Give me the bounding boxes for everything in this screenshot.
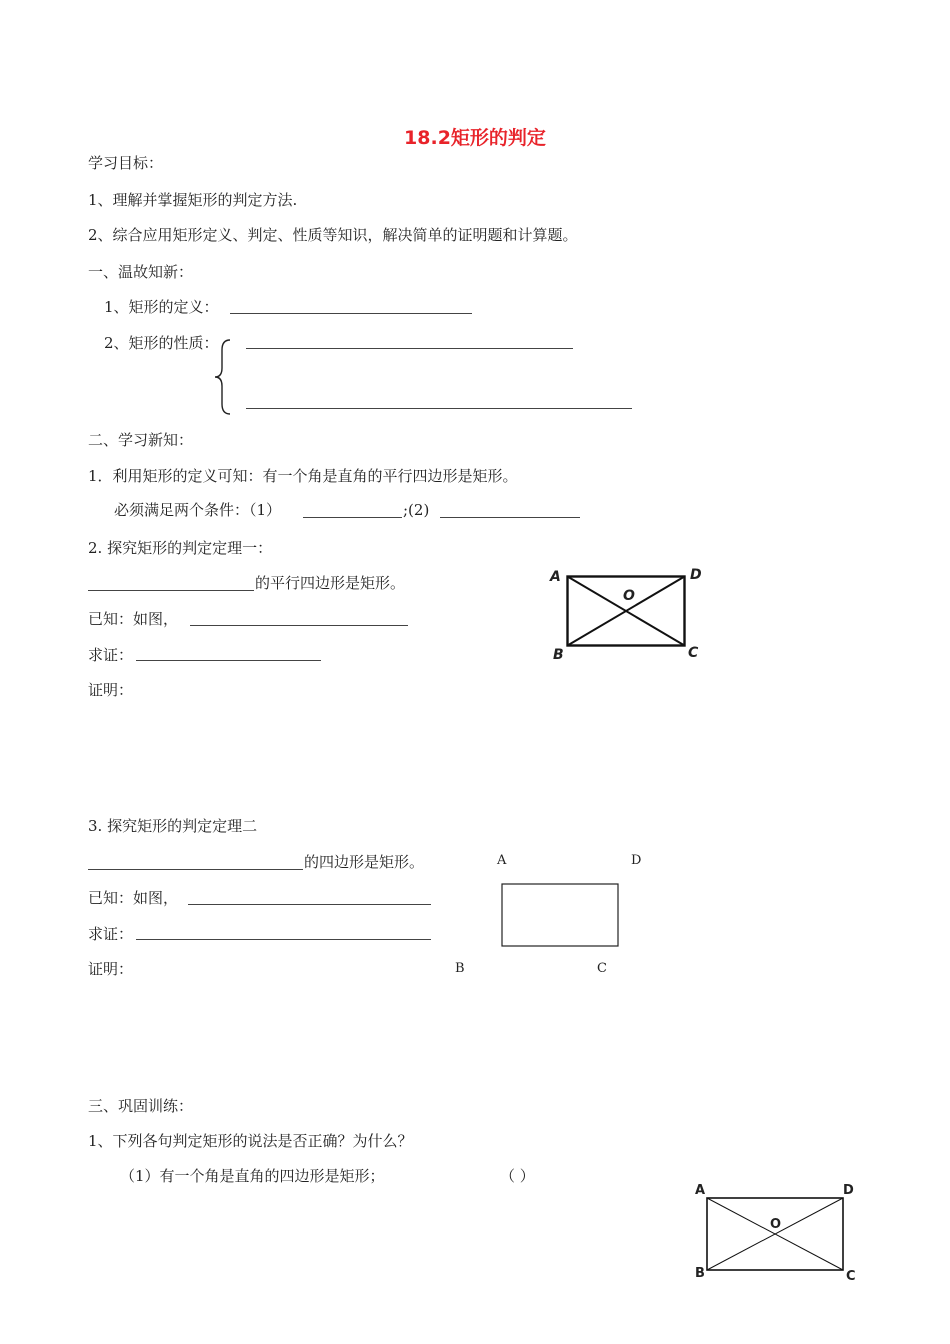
practice-item-1: （1）有一个角是直角的四边形是矩形； — [120, 1167, 385, 1185]
theorem1-prove-blank[interactable] — [136, 660, 321, 661]
objectives-heading: 学习目标： — [88, 154, 164, 172]
answer-bracket[interactable]: （ ） — [500, 1167, 535, 1185]
figure1-label-a: A — [550, 569, 561, 585]
figure2-label-d: D — [631, 853, 642, 868]
learn-heading: 二、学习新知： — [88, 431, 194, 449]
condition-blank-1[interactable] — [303, 517, 402, 518]
theorem2-prove-label: 求证： — [88, 925, 134, 943]
figure1-label-d: D — [690, 567, 702, 583]
figure2-rectangle — [501, 883, 619, 947]
practice-question: 1、下列各句判定矩形的说法是否正确？为什么？ — [88, 1132, 413, 1150]
theorem2-known-blank[interactable] — [188, 904, 431, 905]
figure3-label-b: B — [695, 1266, 705, 1281]
theorem1-heading: 2. 探究矩形的判定定理一： — [88, 539, 273, 557]
theorem1-known-blank[interactable] — [190, 625, 408, 626]
figure1-rectangle — [566, 575, 686, 647]
theorem2-suffix: 的四边形是矩形。 — [304, 853, 425, 871]
figure3-label-c: C — [846, 1269, 856, 1284]
definition-blank[interactable] — [230, 313, 472, 314]
theorem2-known-label: 已知：如图， — [88, 889, 179, 907]
learn-item-1: 1．利用矩形的定义可知：有一个角是直角的平行四边形是矩形。 — [88, 467, 518, 485]
theorem1-blank[interactable] — [88, 590, 254, 591]
page-title: 18.2矩形的判定 — [404, 127, 546, 149]
definition-label: 1、矩形的定义： — [104, 298, 219, 316]
conditions-mid: ;(2) — [403, 501, 430, 519]
figure3-label-d: D — [843, 1183, 854, 1198]
theorem2-heading: 3. 探究矩形的判定定理二 — [88, 817, 258, 835]
objective-item-1: 1、理解并掌握矩形的判定方法. — [88, 191, 298, 209]
property-blank-1[interactable] — [246, 348, 573, 349]
practice-heading: 三、巩固训练： — [88, 1097, 194, 1115]
figure3-rectangle — [706, 1197, 844, 1271]
figure2-label-c: C — [597, 961, 607, 976]
brace-icon — [212, 338, 234, 416]
theorem1-suffix: 的平行四边形是矩形。 — [255, 574, 406, 592]
figure1-label-b: B — [553, 647, 564, 663]
property-label: 2、矩形的性质： — [104, 334, 219, 352]
theorem2-blank[interactable] — [88, 869, 303, 870]
theorem1-known-label: 已知：如图， — [88, 610, 179, 628]
figure3-label-a: A — [695, 1183, 706, 1198]
theorem1-prove-label: 求证： — [88, 646, 134, 664]
review-heading: 一、温故知新： — [88, 263, 194, 281]
conditions-prefix: 必须满足两个条件：（1） — [114, 501, 282, 519]
figure1-label-o: O — [623, 588, 635, 604]
condition-blank-2[interactable] — [440, 517, 580, 518]
figure2-label-a: A — [497, 853, 507, 868]
figure3-label-o: O — [770, 1217, 782, 1232]
theorem1-proof-label: 证明： — [88, 681, 134, 699]
theorem2-prove-blank[interactable] — [136, 939, 431, 940]
objective-item-2: 2、综合应用矩形定义、判定、性质等知识，解决简单的证明题和计算题。 — [88, 226, 578, 244]
property-blank-2[interactable] — [246, 408, 632, 409]
figure1-label-c: C — [688, 645, 699, 661]
theorem2-proof-label: 证明： — [88, 960, 134, 978]
figure2-label-b: B — [455, 961, 465, 976]
